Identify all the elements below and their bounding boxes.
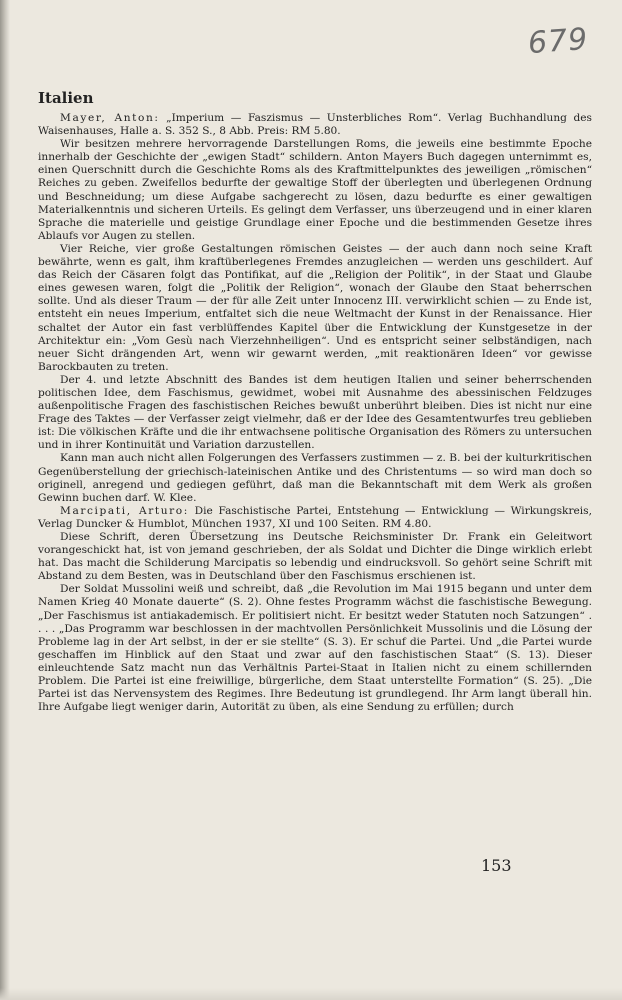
entry-1-bibliographic-details: „Imperium — Faszismus — Unsterbliches Rom“. Verlag Buchhandlung des Waisenhauses, Halle a. S. 352 S., 8 Abb. Preis: RM 5.80. <box>38 112 592 138</box>
entry-2-paragraph: Der Soldat Mussolini weiß und schreibt, daß „die Revolution im Mai 1915 begann und unter dem Namen Krieg 40 Monate dauerte“ (S. 2). Ohne festes Programm wächst die faschistische Bewegung. „Der Faschismus ist antiakademisch. Er politisiert nicht. Er besitzt weder Statuten noch Satzungen“ . . . . „Das Programm war beschlossen in der machtvollen Persönlichkeit Mussolinis und die Lösung der Probleme lag in der Art selbst, in der er sie stellte“ (S. 3). Er schuf die Partei. Und „die Partei wurde geschaffen im Hinblick auf den Staat und zwar auf den faschistischen Staat“ (S. 13). Dieser einleuchtende Satz macht nun das Verhältnis Partei-Staat in Italien nicht zu einem schillernden Problem. Die Partei ist eine freiwillige, bürgerliche, dem Staat unterstellte Formation“ (S. 25). „Die Partei ist das Nervensystem des Regimes. Ihre Bedeutung ist grundlegend. Ihr Arm langt überall hin. Ihre Aufgabe liegt weniger darin, Autorität zu üben, als eine Sendung zu erfüllen; durch <box>38 583 592 714</box>
entry-1-paragraph: Kann man auch nicht allen Folgerungen des Verfassers zustimmen — z. B. bei der kulturkritischen Gegenüberstellung der griechisch-lateinischen Antike und des Christentums — so wird man doch so originell, anregend und gediegen geführt, daß man die Bekanntschaft mit dem Werk als großen Gewinn buchen darf. W. Klee. <box>38 452 592 504</box>
entry-1-paragraph: Vier Reiche, vier große Gestaltungen römischen Geistes — der auch dann noch seine Kraft bewährte, wenn es galt, ihm kraftüberlegenes Fremdes anzugleichen — werden uns geschildert. Auf das Reich der Cäsaren folgt das Pontifikat, auf die „Religion der Politik“, in der Staat und Glaube eines gewesen waren, folgt die „Politik der Religion“, wonach der Glaube den Staat beherrschen sollte. Und als dieser Traum — der für alle Zeit unter Innocenz III. verwirklicht schien — zu Ende ist, entsteht ein neues Imperium, entfaltet sich die neue Weltmacht der Kunst in der Renaissance. Hier schaltet der Autor ein fast verblüffendes Kapitel über die Entwicklung der Kunstgesetze in der Architektur ein: „Vom Gesù nach Vierzehnheiligen“. Und es entspricht seiner selbständigen, nach neuer Sicht drängenden Art, wenn wir gewarnt werden, „mit reaktionären Ideen“ vor gewisse Barockbauten zu treten. <box>38 242 592 373</box>
entry-2-author: Marcipati, Arturo: <box>60 504 189 517</box>
entry-2-paragraph: Diese Schrift, deren Übersetzung ins Deutsche Reichsminister Dr. Frank ein Geleitwort vorangeschickt hat, ist von jemand geschrieben, der als Soldat und Dichter die Dinge wirklich erlebt hat. Das macht die Schilderung Marcipatis so lebendig und eindrucksvoll. So gehört seine Schrift mit Abstand zu dem Besten, was in Deutschland über den Faschismus erschienen ist. <box>38 531 592 583</box>
spine-shadow <box>0 0 10 1000</box>
review-entry-1-citation <box>38 112 592 138</box>
entry-1-paragraph: Wir besitzen mehrere hervorragende Darstellungen Roms, die jeweils eine bestimmte Epoche innerhalb der Geschichte der „ewigen Stadt“ schildern. Anton Mayers Buch dagegen unternimmt es, einen Querschnitt durch die Geschichte Roms als des Kraftmittelpunktes des jeweiligen „römischen“ Reiches zu geben. Zweifellos bedurfte der gewaltige Stoff der überlegten und überlegenen Ordnung und Beschneidung; um diese Aufgabe sachgerecht zu lösen, dazu bedurfte es einer gewaltigen Materialkenntnis und sicheren Urteils. Es gelingt dem Verfasser, uns überzeugend und in einer klaren Sprache die materielle und geistige Grundlage einer Epoche und die bestimmenden Gesetze ihres Ablaufs vor Augen zu stellen. <box>38 138 592 242</box>
review-entry-2-citation <box>38 505 592 531</box>
section-heading: Italien <box>38 89 94 107</box>
page-content <box>38 88 592 714</box>
handwritten-folio-number: 679 <box>526 21 590 62</box>
entry-1-paragraph: Der 4. und letzte Abschnitt des Bandes ist dem heutigen Italien und seiner beherrschenden politischen Idee, dem Faschismus, gewidmet, wobei mit Ausnahme des abessinischen Feldzuges außenpolitische Fragen des faschistischen Reiches bewußt unberührt bleiben. Dies ist nicht nur eine Frage des Taktes — der Verfasser zeigt vielmehr, daß er der Idee des Gesamtentwurfes treu geblieben ist: Die völkischen Kräfte und die ihr entwachsene politische Organisation des Römers zu untersuchen und in ihrer Kontinuität und Variation darzustellen. <box>38 373 592 452</box>
entry-1-author: Mayer, Anton: <box>60 112 160 124</box>
page-number: 153 <box>481 856 512 875</box>
entry-2-bibliographic-details: Die Faschistische Partei, Entstehung — Entwicklung — Wirkungskreis, Verlag Duncker & Humblot, München 1937, XI und 100 Seiten. RM 4.80. <box>38 504 592 530</box>
page-bottom-edge <box>0 988 622 1000</box>
